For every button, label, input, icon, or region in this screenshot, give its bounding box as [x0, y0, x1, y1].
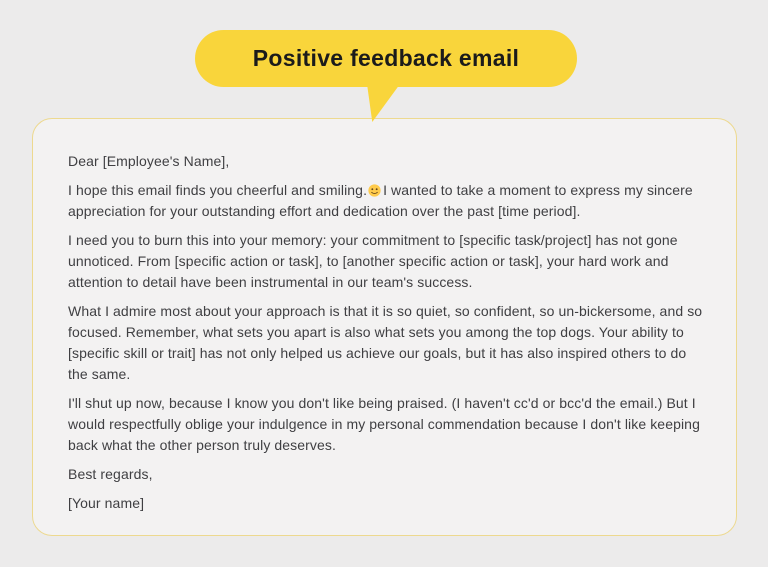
email-paragraph-1 [68, 180, 704, 222]
page-title: Positive feedback email [252, 45, 520, 71]
email-paragraph-1-before-emoji: I hope this email finds you cheerful and smiling. [68, 182, 368, 198]
email-paragraph-4: I'll shut up now, because I know you don't like being praised. (I haven't cc'd or bcc'd the email.) But I would respectfully oblige your indulgence in my personal commendation because I don't like keeping back what the other person truly deserves. [68, 395, 700, 453]
email-paragraph-2: I need you to burn this into your memory: your commitment to [specific task/project] has not gone unnoticed. From [specific action or task], to [another specific action or task], your hard work and attention to detail have been instrumental in our team's success. [68, 232, 678, 290]
email-card [32, 118, 737, 536]
bubble-tail [367, 84, 400, 122]
email-signature: [Your name] [68, 495, 145, 511]
email-paragraph-3: What I admire most about your approach is that it is so quiet, so confident, so un-bickersome, and so focused. Remember, what sets you apart is also what sets you among the top dogs. Your ability to [specific skill or trait] has not only helped us achieve our goals, but it has also inspired others to do the same. [68, 303, 703, 382]
slightly-smiling-face-icon [368, 184, 381, 197]
email-paragraph-1-after-emoji: I wanted to take a moment to express my sincere appreciation for your outstanding effort and dedication over the past [time period]. [68, 182, 693, 219]
email-closing: Best regards, [68, 466, 153, 482]
title-bubble [195, 30, 577, 87]
email-greeting: Dear [Employee's Name], [68, 153, 230, 169]
